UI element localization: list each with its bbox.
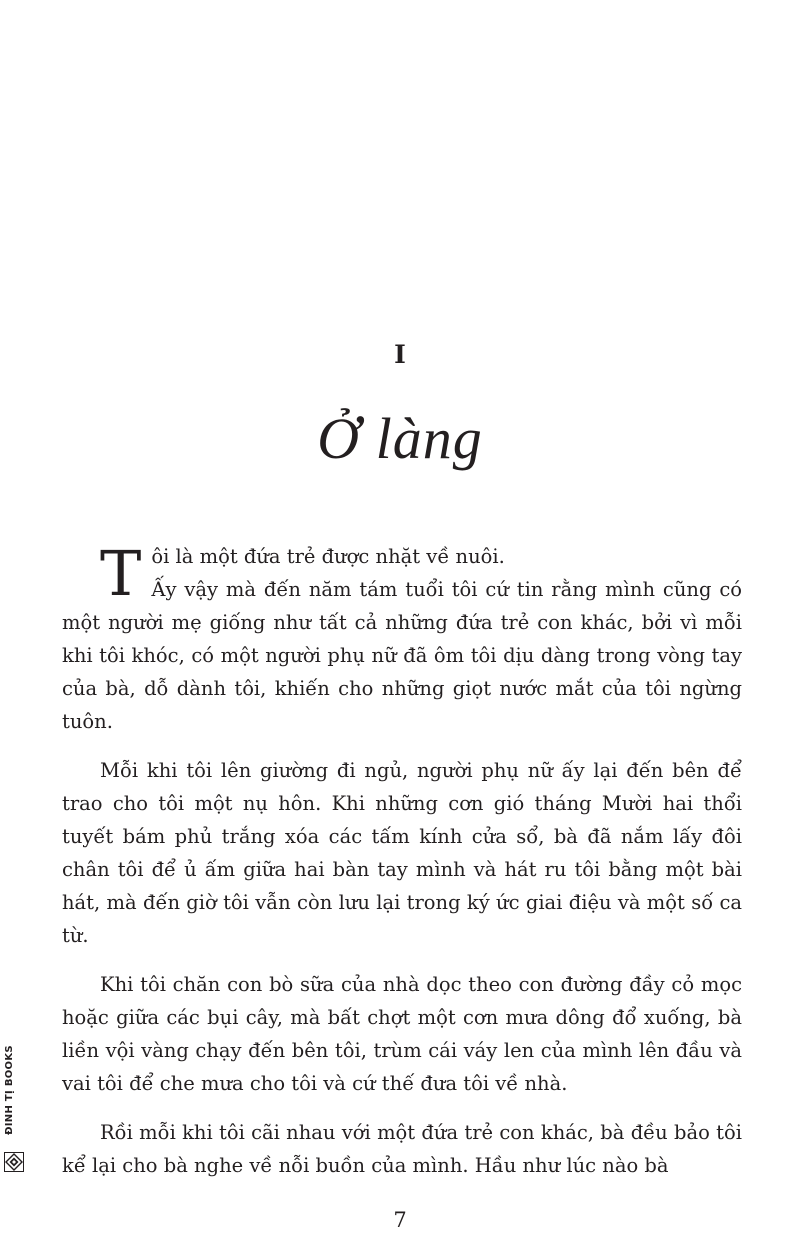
page-number: 7 — [393, 1208, 407, 1232]
paragraph-1-first-line: ôi là một đứa trẻ được nhặt về nuôi. — [151, 545, 505, 568]
body-text — [62, 537, 742, 1198]
publisher-name: ĐINH TỊ BOOKS — [4, 1045, 15, 1135]
chapter-number: I — [394, 340, 406, 369]
paragraph-1 — [62, 537, 742, 738]
dinh-ti-logo-icon — [4, 1152, 24, 1172]
publisher-mark — [2, 1040, 26, 1180]
paragraph-4: Rồi mỗi khi tôi cãi nhau với một đứa trẻ con khác, bà đều bảo tôi kể lại cho bà nghe về nỗi buồn của mình. Hầu như lúc nào bà — [62, 1121, 742, 1177]
paragraph-2: Mỗi khi tôi lên giường đi ngủ, người phụ nữ ấy lại đến bên để trao cho tôi một nụ hôn. Khi những cơn gió tháng Mười hai thổi tuyết bám phủ trắng xóa các tấm kính cửa sổ, bà đã nắm lấy đôi chân tôi để ủ ấm giữa hai bàn tay mình và hát ru tôi bằng một bài hát, mà đến giờ tôi vẫn còn lưu lại trong ký ức giai điệu và một số ca từ. — [62, 759, 742, 947]
chapter-title: Ở làng — [317, 406, 483, 471]
paragraph-3: Khi tôi chăn con bò sữa của nhà dọc theo con đường đầy cỏ mọc hoặc giữa các bụi cây, mà bất chợt một cơn mưa dông đổ xuống, bà liền vội vàng chạy đến bên tôi, trùm cái váy len của mình lên đầu và vai tôi để che mưa cho tôi và cứ thế đưa tôi về nhà. — [62, 973, 742, 1095]
paragraph-1-rest: Ấy vậy mà đến năm tám tuổi tôi cứ tin rằng mình cũng có một người mẹ giống như tất cả những đứa trẻ con khác, bởi vì mỗi khi tôi khóc, có một người phụ nữ đã ôm tôi dịu dàng trong vòng tay của bà, dỗ dành tôi, khiến cho những giọt nước mắt của tôi ngừng tuôn. — [62, 578, 742, 733]
drop-cap: T — [100, 537, 142, 610]
